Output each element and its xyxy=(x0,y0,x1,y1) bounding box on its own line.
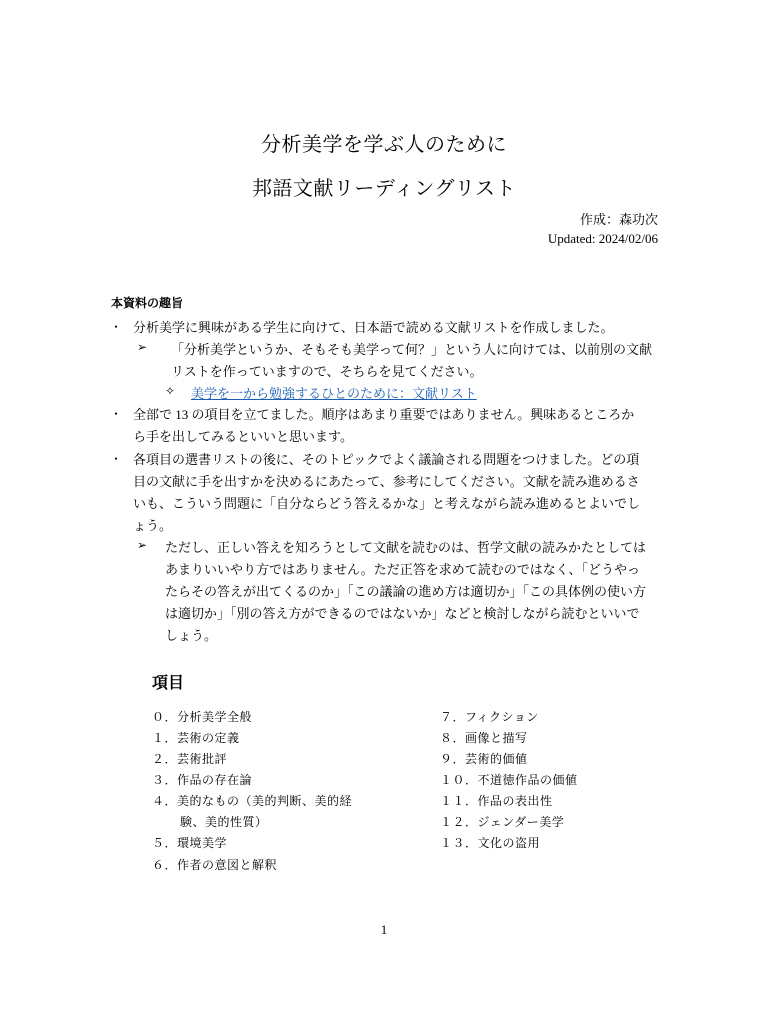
topic-item-5: ５．環境美学 xyxy=(152,836,228,850)
sub-bullet-text: ただし、正しい答えを知ろうとして文献を読むのは、哲学文献の読みかたとしては xyxy=(165,540,647,555)
bullet-text: 各項目の選書リストの後に、そのトピックでよく議論される問題をつけました。どの項 xyxy=(133,452,640,467)
bullet-marker: ・ xyxy=(110,452,123,466)
topic-item-3: ３．作品の存在論 xyxy=(152,773,253,787)
author-line: 作成：森功次 xyxy=(579,212,658,227)
bullet-text: 全部で 13 の項目を立てました。順序はあまり重要ではありません。興味あるところか xyxy=(133,407,635,422)
topic-item-1: １．芸術の定義 xyxy=(152,731,240,745)
topic-item-2: ２．芸術批評 xyxy=(152,752,228,766)
bullet-text: 分析美学に興味がある学生に向けて、日本語で読める文献リストを作成しました。 xyxy=(133,320,614,335)
sub-bullet-text: たらその答えが出てくるのか」「この議論の進め方は適切か」「この具体例の使い方 xyxy=(165,584,647,599)
sub-bullet-text: リストを作っていますので、そちらを見てください。 xyxy=(171,364,483,379)
topic-item-9: ９．芸術的価値 xyxy=(440,752,528,766)
document-title-line2: 邦語文献リーディングリスト xyxy=(251,178,517,200)
sub-bullet-text: あまりいいやり方ではありません。ただ正答を求めて読むのではなく、「どうやっ xyxy=(165,562,641,577)
bullet-marker: ・ xyxy=(110,320,123,334)
topic-item-10: １０．不道徳作品の価値 xyxy=(440,773,578,787)
arrow-marker: ➢ xyxy=(137,538,148,552)
updated-date: Updated: 2024/02/06 xyxy=(547,231,658,246)
topic-item-4-continued: 験、美的性質） xyxy=(180,815,268,829)
topic-item-11: １１．作品の表出性 xyxy=(440,794,553,808)
page-number: 1 xyxy=(380,922,388,937)
bullet-text: 目の文献に手を出すかを決めるにあたって、参考にしてください。文献を読み進めるさ xyxy=(133,474,640,489)
topic-item-7: ７．フィクション xyxy=(440,710,539,724)
sub-bullet-text: 「分析美学というか、そもそも美学って何？」という人に向けては、以前別の文献 xyxy=(171,342,653,357)
sub-bullet-text: しょう。 xyxy=(165,628,218,643)
bullet-text: いも、こういう問題に「自分ならどう答えるかな」と考えながら読み進めるとよいでし xyxy=(133,496,641,511)
document-title-line1: 分析美学を学ぶ人のために xyxy=(261,134,507,156)
bullet-marker: ・ xyxy=(110,407,123,421)
sub-bullet-text: は適切か」「別の答え方ができるのではないか」などと検討しながら読むといいで xyxy=(165,606,640,621)
section-heading: 本資料の趣旨 xyxy=(111,296,184,310)
diamond-marker: ✧ xyxy=(165,384,176,398)
topic-item-0: ０．分析美学全般 xyxy=(152,710,253,724)
items-heading: 項目 xyxy=(152,673,185,692)
bullet-text: ょう。 xyxy=(133,518,173,533)
topic-item-4: ４．美的なもの（美的判断、美的経 xyxy=(152,794,353,808)
topic-item-13: １３．文化の盗用 xyxy=(440,836,541,850)
reading-list-link[interactable]: 美学を一から勉強するひとのために：文献リスト xyxy=(191,386,477,401)
topic-item-6: ６．作者の意図と解釈 xyxy=(152,858,278,872)
topic-item-12: １２．ジェンダー美学 xyxy=(440,815,565,829)
bullet-text: ら手を出してみるといいと思います。 xyxy=(133,429,353,444)
topic-item-8: ８．画像と描写 xyxy=(440,731,528,745)
arrow-marker: ➢ xyxy=(137,340,148,354)
